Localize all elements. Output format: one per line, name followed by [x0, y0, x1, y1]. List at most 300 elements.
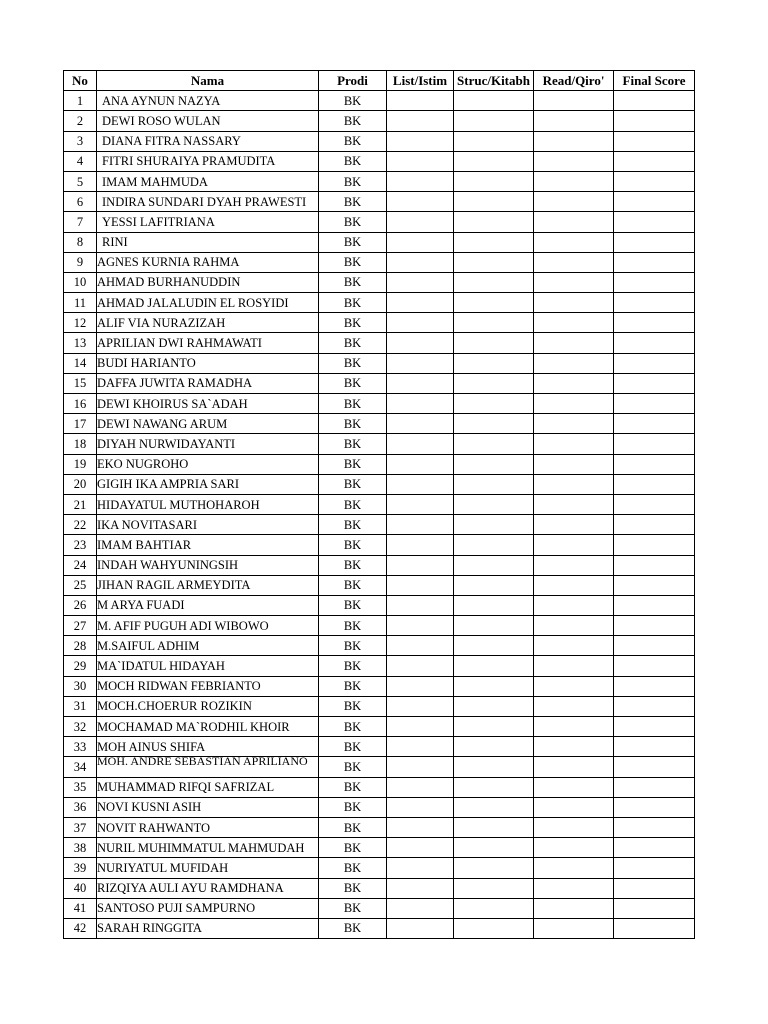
table-row: [64, 535, 695, 555]
listening-score-cell[interactable]: [387, 373, 454, 393]
table-row: [64, 171, 695, 191]
table-row: [64, 353, 695, 373]
table-row: [64, 575, 695, 595]
student-prodi: BK: [319, 212, 387, 232]
final-score-cell[interactable]: [614, 656, 695, 676]
student-name: ALIF VIA NURAZIZAH: [97, 313, 319, 333]
final-score-cell[interactable]: [614, 293, 695, 313]
table-row: [64, 151, 695, 171]
reading-score-cell[interactable]: [534, 232, 614, 252]
student-name: BUDI HARIANTO: [97, 353, 319, 373]
final-score-cell[interactable]: [614, 737, 695, 757]
structure-score-cell[interactable]: [454, 454, 534, 474]
reading-score-cell[interactable]: [534, 454, 614, 474]
reading-score-cell[interactable]: [534, 394, 614, 414]
structure-score-cell[interactable]: [454, 817, 534, 837]
structure-score-cell[interactable]: [454, 575, 534, 595]
student-name: GIGIH IKA AMPRIA SARI: [97, 474, 319, 494]
final-score-cell[interactable]: [614, 595, 695, 615]
student-prodi: BK: [319, 434, 387, 454]
listening-score-cell[interactable]: [387, 111, 454, 131]
final-score-cell[interactable]: [614, 394, 695, 414]
listening-score-cell[interactable]: [387, 838, 454, 858]
student-prodi: BK: [319, 696, 387, 716]
table-row: [64, 555, 695, 575]
row-number: 38: [64, 838, 97, 858]
table-row: [64, 696, 695, 716]
structure-score-cell[interactable]: [454, 313, 534, 333]
student-name: DAFFA JUWITA RAMADHA: [97, 373, 319, 393]
student-prodi: BK: [319, 91, 387, 111]
row-number: 40: [64, 878, 97, 898]
final-score-cell[interactable]: [614, 252, 695, 272]
row-number: 16: [64, 394, 97, 414]
listening-score-cell[interactable]: [387, 878, 454, 898]
reading-score-cell[interactable]: [534, 838, 614, 858]
final-score-cell[interactable]: [614, 171, 695, 191]
table-row: [64, 918, 695, 938]
reading-score-cell[interactable]: [534, 171, 614, 191]
student-name: M.SAIFUL ADHIM: [97, 636, 319, 656]
structure-score-cell[interactable]: [454, 171, 534, 191]
structure-score-cell[interactable]: [454, 333, 534, 353]
table-row: [64, 394, 695, 414]
structure-score-cell[interactable]: [454, 918, 534, 938]
reading-score-cell[interactable]: [534, 757, 614, 777]
row-number: 6: [64, 192, 97, 212]
reading-score-cell[interactable]: [534, 777, 614, 797]
reading-score-cell[interactable]: [534, 151, 614, 171]
row-number: 41: [64, 898, 97, 918]
final-score-cell[interactable]: [614, 192, 695, 212]
structure-score-cell[interactable]: [454, 192, 534, 212]
table-row: [64, 434, 695, 454]
student-name: FITRI SHURAIYA PRAMUDITA: [97, 151, 319, 171]
row-number: 15: [64, 373, 97, 393]
listening-score-cell[interactable]: [387, 817, 454, 837]
reading-score-cell[interactable]: [534, 313, 614, 333]
structure-score-cell[interactable]: [454, 394, 534, 414]
final-score-cell[interactable]: [614, 272, 695, 292]
structure-score-cell[interactable]: [454, 797, 534, 817]
student-prodi: BK: [319, 575, 387, 595]
final-score-cell[interactable]: [614, 131, 695, 151]
structure-score-cell[interactable]: [454, 515, 534, 535]
structure-score-cell[interactable]: [454, 858, 534, 878]
final-score-cell[interactable]: [614, 575, 695, 595]
reading-score-cell[interactable]: [534, 212, 614, 232]
final-score-cell[interactable]: [614, 838, 695, 858]
final-score-cell[interactable]: [614, 91, 695, 111]
listening-score-cell[interactable]: [387, 474, 454, 494]
structure-score-cell[interactable]: [454, 777, 534, 797]
row-number: 26: [64, 595, 97, 615]
row-number: 13: [64, 333, 97, 353]
listening-score-cell[interactable]: [387, 353, 454, 373]
final-score-cell[interactable]: [614, 454, 695, 474]
reading-score-cell[interactable]: [534, 717, 614, 737]
reading-score-cell[interactable]: [534, 494, 614, 514]
final-score-cell[interactable]: [614, 717, 695, 737]
structure-score-cell[interactable]: [454, 595, 534, 615]
reading-score-cell[interactable]: [534, 111, 614, 131]
student-name: MOCHAMAD MA`RODHIL KHOIR: [97, 717, 319, 737]
student-name: JIHAN RAGIL ARMEYDITA: [97, 575, 319, 595]
student-name: AHMAD JALALUDIN EL ROSYIDI: [97, 293, 319, 313]
reading-score-cell[interactable]: [534, 91, 614, 111]
structure-score-cell[interactable]: [454, 353, 534, 373]
row-number: 21: [64, 494, 97, 514]
reading-score-cell[interactable]: [534, 474, 614, 494]
row-number: 27: [64, 616, 97, 636]
student-name: M. AFIF PUGUH ADI WIBOWO: [97, 616, 319, 636]
table-row: [64, 838, 695, 858]
student-prodi: BK: [319, 151, 387, 171]
final-score-cell[interactable]: [614, 111, 695, 131]
structure-score-cell[interactable]: [454, 717, 534, 737]
student-prodi: BK: [319, 918, 387, 938]
listening-score-cell[interactable]: [387, 797, 454, 817]
listening-score-cell[interactable]: [387, 555, 454, 575]
row-number: 20: [64, 474, 97, 494]
listening-score-cell[interactable]: [387, 171, 454, 191]
final-score-cell[interactable]: [614, 232, 695, 252]
table-row: [64, 293, 695, 313]
row-number: 33: [64, 737, 97, 757]
student-name: INDIRA SUNDARI DYAH PRAWESTI: [97, 192, 319, 212]
reading-score-cell[interactable]: [534, 293, 614, 313]
table-row: [64, 333, 695, 353]
row-number: 8: [64, 232, 97, 252]
listening-score-cell[interactable]: [387, 494, 454, 514]
student-name: ANA AYNUN NAZYA: [97, 91, 319, 111]
reading-score-cell[interactable]: [534, 252, 614, 272]
reading-score-cell[interactable]: [534, 353, 614, 373]
student-prodi: BK: [319, 676, 387, 696]
reading-score-cell[interactable]: [534, 192, 614, 212]
structure-score-cell[interactable]: [454, 838, 534, 858]
structure-score-cell[interactable]: [454, 696, 534, 716]
row-number: 28: [64, 636, 97, 656]
structure-score-cell[interactable]: [454, 656, 534, 676]
reading-score-cell[interactable]: [534, 272, 614, 292]
student-prodi: BK: [319, 717, 387, 737]
listening-score-cell[interactable]: [387, 151, 454, 171]
row-number: 17: [64, 414, 97, 434]
final-score-cell[interactable]: [614, 313, 695, 333]
reading-score-cell[interactable]: [534, 737, 614, 757]
row-number: 1: [64, 91, 97, 111]
table-row: [64, 636, 695, 656]
table-row: [64, 676, 695, 696]
student-prodi: BK: [319, 414, 387, 434]
student-prodi: BK: [319, 272, 387, 292]
final-score-cell[interactable]: [614, 898, 695, 918]
reading-score-cell[interactable]: [534, 817, 614, 837]
row-number: 29: [64, 656, 97, 676]
reading-score-cell[interactable]: [534, 656, 614, 676]
score-table: [63, 70, 695, 939]
student-name: HIDAYATUL MUTHOHAROH: [97, 494, 319, 514]
row-number: 4: [64, 151, 97, 171]
table-row: [64, 373, 695, 393]
student-prodi: BK: [319, 333, 387, 353]
reading-score-cell[interactable]: [534, 878, 614, 898]
structure-score-cell[interactable]: [454, 151, 534, 171]
listening-score-cell[interactable]: [387, 898, 454, 918]
reading-score-cell[interactable]: [534, 636, 614, 656]
student-prodi: BK: [319, 394, 387, 414]
table-row: [64, 656, 695, 676]
final-score-cell[interactable]: [614, 817, 695, 837]
listening-score-cell[interactable]: [387, 777, 454, 797]
listening-score-cell[interactable]: [387, 252, 454, 272]
structure-score-cell[interactable]: [454, 737, 534, 757]
row-number: 34: [64, 757, 97, 777]
reading-score-cell[interactable]: [534, 797, 614, 817]
structure-score-cell[interactable]: [454, 212, 534, 232]
table-row: [64, 737, 695, 757]
student-name: IKA NOVITASARI: [97, 515, 319, 535]
student-name: NOVI KUSNI ASIH: [97, 797, 319, 817]
listening-score-cell[interactable]: [387, 616, 454, 636]
row-number: 24: [64, 555, 97, 575]
student-prodi: BK: [319, 797, 387, 817]
final-score-cell[interactable]: [614, 757, 695, 777]
listening-score-cell[interactable]: [387, 656, 454, 676]
listening-score-cell[interactable]: [387, 313, 454, 333]
listening-score-cell[interactable]: [387, 333, 454, 353]
final-score-cell[interactable]: [614, 696, 695, 716]
row-number: 23: [64, 535, 97, 555]
header-row: [64, 71, 695, 91]
structure-score-cell[interactable]: [454, 434, 534, 454]
structure-score-cell[interactable]: [454, 91, 534, 111]
student-name: [97, 757, 319, 777]
reading-score-cell[interactable]: [534, 616, 614, 636]
structure-score-cell[interactable]: [454, 616, 534, 636]
table-row: [64, 111, 695, 131]
final-score-cell[interactable]: [614, 515, 695, 535]
student-prodi: BK: [319, 192, 387, 212]
structure-score-cell[interactable]: [454, 555, 534, 575]
listening-score-cell[interactable]: [387, 717, 454, 737]
student-prodi: BK: [319, 313, 387, 333]
student-prodi: BK: [319, 131, 387, 151]
listening-score-cell[interactable]: [387, 595, 454, 615]
student-prodi: BK: [319, 595, 387, 615]
reading-score-cell[interactable]: [534, 575, 614, 595]
row-number: 32: [64, 717, 97, 737]
table-row: [64, 494, 695, 514]
listening-score-cell[interactable]: [387, 293, 454, 313]
listening-score-cell[interactable]: [387, 131, 454, 151]
listening-score-cell[interactable]: [387, 636, 454, 656]
structure-score-cell[interactable]: [454, 636, 534, 656]
reading-score-cell[interactable]: [534, 333, 614, 353]
final-score-cell[interactable]: [614, 474, 695, 494]
student-name: IMAM MAHMUDA: [97, 171, 319, 191]
row-number: 42: [64, 918, 97, 938]
listening-score-cell[interactable]: [387, 91, 454, 111]
student-prodi: BK: [319, 757, 387, 777]
student-prodi: BK: [319, 737, 387, 757]
listening-score-cell[interactable]: [387, 232, 454, 252]
structure-score-cell[interactable]: [454, 757, 534, 777]
listening-score-cell[interactable]: [387, 212, 454, 232]
final-score-cell[interactable]: [614, 151, 695, 171]
final-score-cell[interactable]: [614, 434, 695, 454]
final-score-cell[interactable]: [614, 494, 695, 514]
table-row: [64, 797, 695, 817]
row-number: 14: [64, 353, 97, 373]
row-number: 2: [64, 111, 97, 131]
table-row: [64, 192, 695, 212]
listening-score-cell[interactable]: [387, 192, 454, 212]
student-prodi: BK: [319, 111, 387, 131]
reading-score-cell[interactable]: [534, 555, 614, 575]
reading-score-cell[interactable]: [534, 515, 614, 535]
structure-score-cell[interactable]: [454, 535, 534, 555]
final-score-cell[interactable]: [614, 636, 695, 656]
listening-score-cell[interactable]: [387, 676, 454, 696]
listening-score-cell[interactable]: [387, 696, 454, 716]
listening-score-cell[interactable]: [387, 575, 454, 595]
student-prodi: BK: [319, 616, 387, 636]
table-row: [64, 717, 695, 737]
reading-score-cell[interactable]: [534, 535, 614, 555]
student-name: DIYAH NURWIDAYANTI: [97, 434, 319, 454]
structure-score-cell[interactable]: [454, 373, 534, 393]
table-row: [64, 898, 695, 918]
reading-score-cell[interactable]: [534, 696, 614, 716]
listening-score-cell[interactable]: [387, 515, 454, 535]
student-prodi: BK: [319, 898, 387, 918]
listening-score-cell[interactable]: [387, 858, 454, 878]
student-name: MOCH RIDWAN FEBRIANTO: [97, 676, 319, 696]
listening-score-cell[interactable]: [387, 535, 454, 555]
student-name: EKO NUGROHO: [97, 454, 319, 474]
table-row: [64, 777, 695, 797]
reading-score-cell[interactable]: [534, 595, 614, 615]
row-number: 11: [64, 293, 97, 313]
header-structure: Struc/Kitabh: [454, 71, 534, 91]
final-score-cell[interactable]: [614, 616, 695, 636]
table-row: [64, 595, 695, 615]
score-sheet: [63, 70, 695, 939]
reading-score-cell[interactable]: [534, 898, 614, 918]
reading-score-cell[interactable]: [534, 373, 614, 393]
row-number: 36: [64, 797, 97, 817]
structure-score-cell[interactable]: [454, 252, 534, 272]
final-score-cell[interactable]: [614, 777, 695, 797]
structure-score-cell[interactable]: [454, 676, 534, 696]
student-name: YESSI LAFITRIANA: [97, 212, 319, 232]
final-score-cell[interactable]: [614, 333, 695, 353]
structure-score-cell[interactable]: [454, 293, 534, 313]
listening-score-cell[interactable]: [387, 757, 454, 777]
final-score-cell[interactable]: [614, 918, 695, 938]
reading-score-cell[interactable]: [534, 676, 614, 696]
listening-score-cell[interactable]: [387, 394, 454, 414]
student-prodi: BK: [319, 494, 387, 514]
reading-score-cell[interactable]: [534, 858, 614, 878]
student-name: IMAM BAHTIAR: [97, 535, 319, 555]
student-prodi: BK: [319, 454, 387, 474]
student-name: SARAH RINGGITA: [97, 918, 319, 938]
table-row: [64, 474, 695, 494]
listening-score-cell[interactable]: [387, 272, 454, 292]
listening-score-cell[interactable]: [387, 918, 454, 938]
final-score-cell[interactable]: [614, 858, 695, 878]
student-name: MOH AINUS SHIFA: [97, 737, 319, 757]
header-prodi: Prodi: [319, 71, 387, 91]
header-listening: List/Istim: [387, 71, 454, 91]
student-prodi: BK: [319, 293, 387, 313]
final-score-cell[interactable]: [614, 414, 695, 434]
student-prodi: BK: [319, 777, 387, 797]
final-score-cell[interactable]: [614, 373, 695, 393]
student-name: RINI: [97, 232, 319, 252]
table-row: [64, 252, 695, 272]
final-score-cell[interactable]: [614, 797, 695, 817]
table-row: [64, 272, 695, 292]
final-score-cell[interactable]: [614, 676, 695, 696]
student-name: DEWI ROSO WULAN: [97, 111, 319, 131]
reading-score-cell[interactable]: [534, 131, 614, 151]
final-score-cell[interactable]: [614, 878, 695, 898]
final-score-cell[interactable]: [614, 555, 695, 575]
structure-score-cell[interactable]: [454, 232, 534, 252]
structure-score-cell[interactable]: [454, 878, 534, 898]
reading-score-cell[interactable]: [534, 918, 614, 938]
student-prodi: BK: [319, 636, 387, 656]
final-score-cell[interactable]: [614, 212, 695, 232]
student-name: INDAH WAHYUNINGSIH: [97, 555, 319, 575]
student-name: APRILIAN DWI RAHMAWATI: [97, 333, 319, 353]
structure-score-cell[interactable]: [454, 494, 534, 514]
row-number: 30: [64, 676, 97, 696]
reading-score-cell[interactable]: [534, 434, 614, 454]
structure-score-cell[interactable]: [454, 272, 534, 292]
listening-score-cell[interactable]: [387, 737, 454, 757]
table-body: [64, 91, 695, 939]
structure-score-cell[interactable]: [454, 898, 534, 918]
structure-score-cell[interactable]: [454, 131, 534, 151]
row-number: 3: [64, 131, 97, 151]
student-prodi: BK: [319, 858, 387, 878]
table-row: [64, 414, 695, 434]
student-prodi: BK: [319, 474, 387, 494]
listening-score-cell[interactable]: [387, 454, 454, 474]
structure-score-cell[interactable]: [454, 474, 534, 494]
table-row: [64, 515, 695, 535]
reading-score-cell[interactable]: [534, 414, 614, 434]
structure-score-cell[interactable]: [454, 111, 534, 131]
table-row: [64, 131, 695, 151]
table-row: [64, 858, 695, 878]
table-row: [64, 817, 695, 837]
listening-score-cell[interactable]: [387, 414, 454, 434]
final-score-cell[interactable]: [614, 535, 695, 555]
final-score-cell[interactable]: [614, 353, 695, 373]
row-number: 5: [64, 171, 97, 191]
student-name: SANTOSO PUJI SAMPURNO: [97, 898, 319, 918]
listening-score-cell[interactable]: [387, 434, 454, 454]
structure-score-cell[interactable]: [454, 414, 534, 434]
student-prodi: BK: [319, 252, 387, 272]
student-prodi: BK: [319, 353, 387, 373]
